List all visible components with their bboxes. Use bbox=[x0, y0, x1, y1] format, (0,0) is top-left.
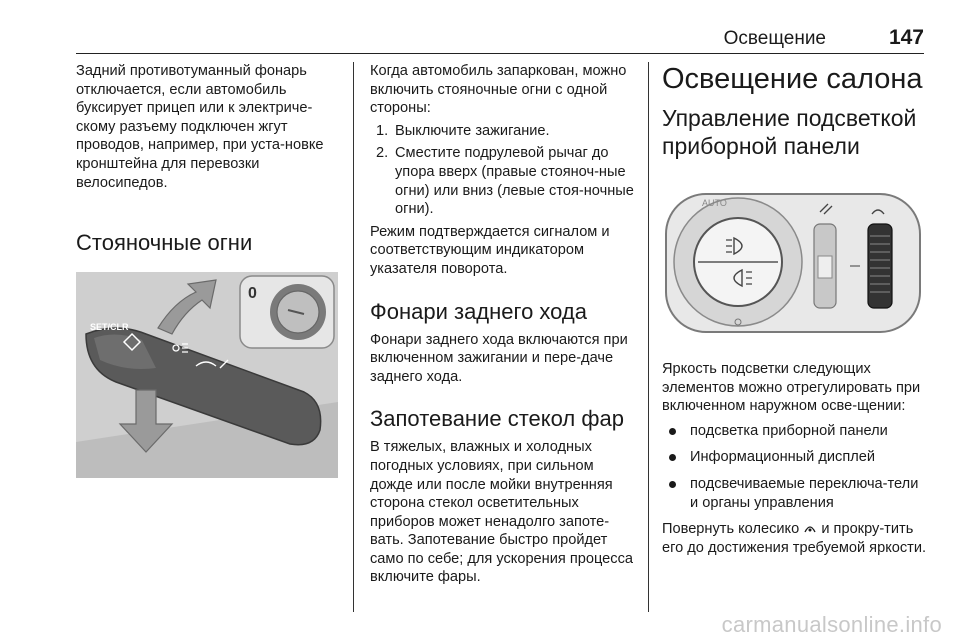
column-right bbox=[662, 62, 930, 557]
confirm-paragraph: Режим подтверждается сигналом и соответствующим индикатором указателя поворота. bbox=[370, 223, 610, 277]
heading-parking-lights: Стояночные огни bbox=[76, 230, 253, 256]
set-clr-label: SET/CLR bbox=[90, 322, 129, 333]
reverse-paragraph: Фонари заднего хода включаются при включенном зажигании и пере‐даче заднего хода. bbox=[370, 331, 628, 385]
panel-switch-figure bbox=[662, 186, 924, 342]
header-title: Освещение bbox=[723, 28, 826, 49]
auto-label: AUTO bbox=[702, 198, 727, 208]
list-item: подсветка приборной панели bbox=[662, 422, 930, 441]
step-item: 2. Сместите подрулевой рычаг до упора вверх (правые стояноч‐ные огни) или вниз (левые стоя‐ночные огни). bbox=[376, 145, 634, 218]
watermark: carmanualsonline.info bbox=[721, 612, 942, 637]
parking-intro: Когда автомобиль запаркован, можно включить стояночные огни с одной стороны: bbox=[370, 63, 627, 117]
ignition-inset bbox=[240, 276, 334, 348]
column-left bbox=[76, 62, 346, 478]
brightness-lead: Яркость подсветки следующих элементов можно отрегулировать при включенном наружном осве‐щении: bbox=[662, 361, 921, 415]
heading-reverse-lights: Фонари заднего хода bbox=[370, 298, 587, 324]
heading-panel-lighting: Управление подсветкой приборной панели bbox=[662, 105, 917, 159]
page-header bbox=[76, 26, 924, 54]
fogging-paragraph: В тяжелых, влажных и холодных погодных условиях, при сильном дожде или после мойки внутренняя сторона стекол осветительных приборов может ненадолго запоте‐вать. Запотевание быстро пройдет само по себе; для ускорения процесса включите фары. bbox=[370, 439, 634, 586]
brightness-instruction: Повернуть колесико и прокру‐тить его до достижения требуемой яркости. bbox=[662, 521, 927, 556]
list-item: подсвечиваемые переключа‐тели и органы управления bbox=[662, 475, 930, 512]
chapter-title: Освещение салона bbox=[662, 63, 923, 95]
brightness-items bbox=[662, 422, 930, 512]
column-middle bbox=[370, 62, 638, 587]
ignition-zero-label: 0 bbox=[248, 285, 257, 303]
step-item: 1. Выключите зажигание. bbox=[376, 122, 550, 139]
rear-fog-paragraph: Задний противотуманный фонарь отключается, если автомобиль буксирует прицеп или к электриче‐скому разъему подключен жгут проводов, например, при уста‐новке кронштейна для перевозки велосипедов. bbox=[76, 63, 324, 191]
parking-lever-figure bbox=[76, 272, 338, 478]
dimmer-wheel-icon bbox=[803, 521, 817, 535]
column-divider-2 bbox=[648, 62, 649, 612]
heading-fogging: Запотевание стекол фар bbox=[370, 406, 624, 432]
parking-steps bbox=[370, 122, 638, 219]
page-number: 147 bbox=[888, 26, 924, 49]
column-divider-1 bbox=[353, 62, 354, 612]
list-item: Информационный дисплей bbox=[662, 448, 930, 467]
